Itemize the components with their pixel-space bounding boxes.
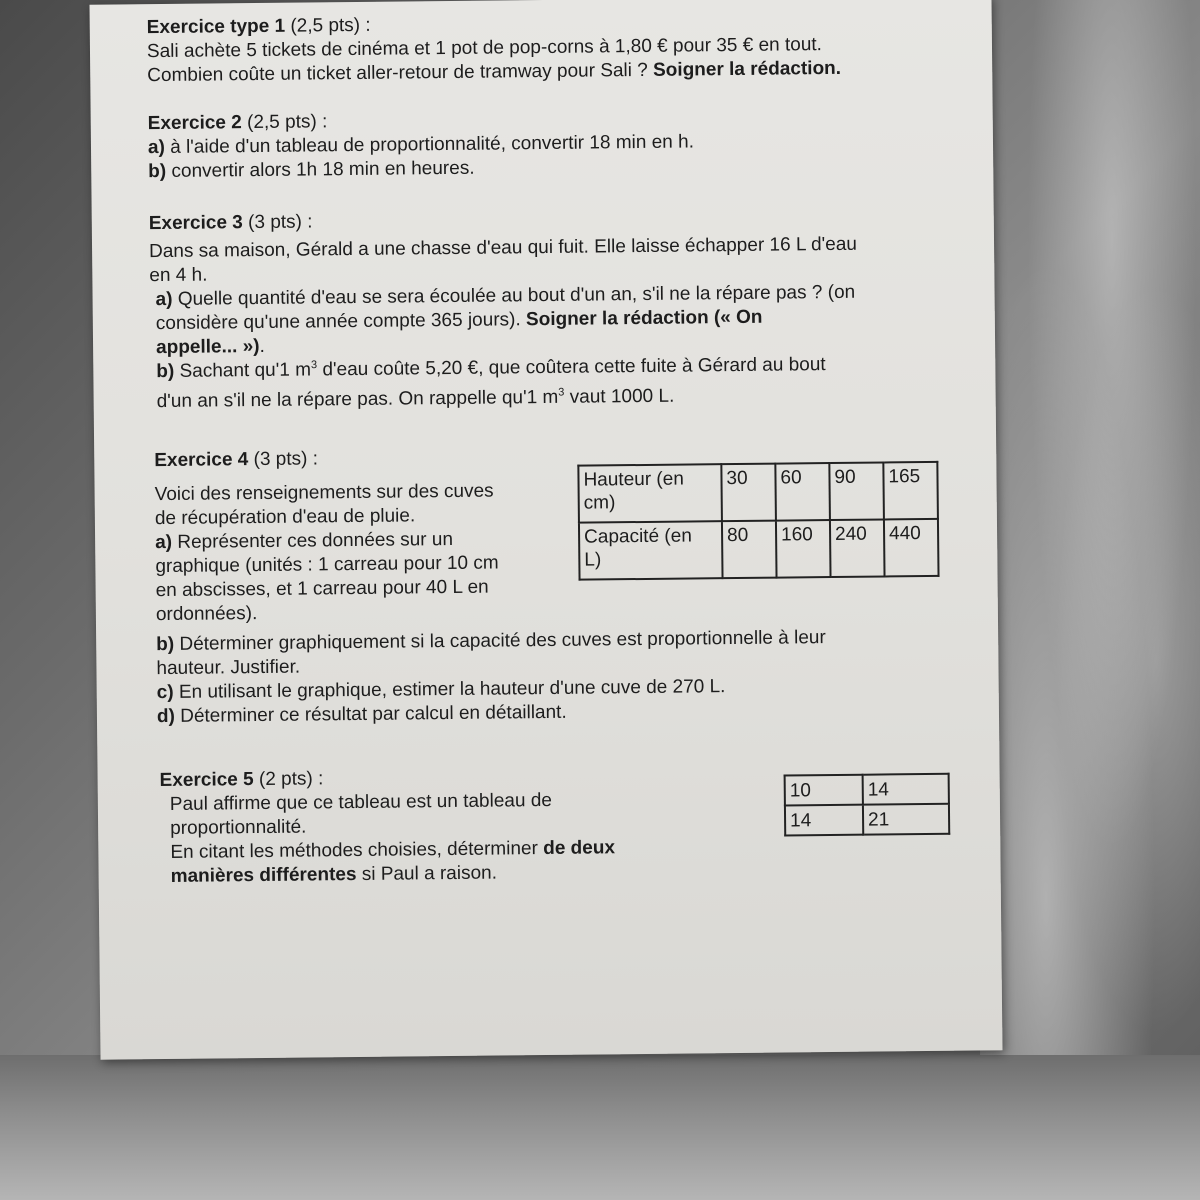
question-b-text-2: d'eau coûte 5,20 €, que coûtera cette fuite à Gérard au bout	[317, 354, 826, 381]
table-cell: 14	[785, 805, 863, 836]
exercise-1-instruction: Soigner la rédaction.	[652, 57, 842, 81]
exercise-3-intro-line-2: en 4 h.	[149, 264, 208, 287]
exercise-5-line-4-bold: manières différentes	[170, 864, 357, 887]
question-c-label: c)	[156, 681, 174, 704]
table-cell: 21	[863, 804, 949, 835]
question-b-text: Sachant qu'1 m	[174, 359, 312, 382]
row-label-line-1: Capacité (en	[583, 525, 692, 548]
table-cell: 60	[775, 463, 830, 521]
exercise-5-table	[784, 773, 951, 837]
exercise-4-intro-line-1: Voici des renseignements sur des cuves	[154, 480, 494, 506]
question-b-text: Déterminer graphiquement si la capacité des cuves est proportionnelle à leur	[174, 627, 826, 655]
exercise-5-line-3-text: En citant les méthodes choisies, déterminer	[170, 838, 544, 863]
table-row-label	[579, 521, 723, 579]
exercise-2	[148, 104, 949, 184]
row-label-line-1: Hauteur (en	[583, 468, 684, 491]
exercise-5-points: (2 pts) :	[253, 768, 324, 791]
exercise-4-points: (3 pts) :	[248, 448, 319, 471]
exponent: 3	[558, 386, 565, 399]
question-a-label: a)	[147, 136, 166, 159]
question-a-line-2: graphique (unités : 1 carreau pour 10 cm	[155, 552, 499, 578]
exercise-2-title: Exercice 2	[147, 112, 242, 135]
background-glare	[980, 0, 1200, 1200]
table-row-height	[578, 462, 938, 523]
exercise-4-table	[577, 461, 939, 581]
table-cell: 80	[722, 521, 777, 579]
background-surface	[0, 1055, 1200, 1200]
exercise-4-questions	[156, 625, 957, 729]
exercise-5-line-1: Paul affirme que ce tableau est un tableau de	[169, 789, 553, 815]
question-d-label: d)	[156, 705, 176, 728]
table-cell: 165	[883, 462, 938, 520]
question-b-label: b)	[156, 360, 175, 383]
exercise-1-title: Exercice type 1	[146, 15, 286, 39]
question-a-line-4: ordonnées).	[155, 603, 258, 626]
question-a-line-3: en abscisses, et 1 carreau pour 40 L en	[155, 576, 489, 602]
table-cell: 10	[785, 775, 863, 806]
exercise-2-points: (2,5 pts) :	[241, 111, 328, 134]
question-b-label: b)	[156, 633, 175, 656]
table-cell: 240	[830, 519, 885, 577]
question-a-end: .	[259, 335, 265, 357]
exercise-5-line-2: proportionnalité.	[170, 816, 307, 839]
question-a-text: Quelle quantité d'eau se sera écoulée au bout d'un an, s'il ne la répare pas ? (on	[172, 281, 856, 310]
exercise-3	[149, 204, 951, 414]
exercise-3-question-a	[149, 280, 950, 360]
table-row	[785, 804, 949, 836]
question-b-text-3: d'un an s'il ne la répare pas. On rappelle qu'1 m	[156, 386, 559, 413]
question-a-label: a)	[155, 288, 173, 311]
question-b-text: convertir alors 1h 18 min en heures.	[166, 157, 475, 182]
table-row-label	[578, 464, 722, 522]
exercise-4-intro-line-2: de récupération d'eau de pluie.	[154, 505, 416, 530]
question-a-label: a)	[155, 531, 173, 554]
question-c-text: En utilisant le graphique, estimer la hauteur d'une cuve de 270 L.	[173, 676, 726, 703]
question-b-line-2	[157, 382, 951, 414]
row-label-line-2: L)	[584, 549, 602, 571]
exercise-1	[147, 8, 948, 88]
exponent: 3	[310, 359, 318, 372]
table-row-capacity	[579, 519, 939, 580]
exercise-3-points: (3 pts) :	[242, 211, 313, 234]
exercise-3-intro-line-1: Dans sa maison, Gérald a une chasse d'eau qui fuit. Elle laisse échapper 16 L d'eau	[148, 233, 858, 263]
table-cell: 160	[776, 520, 831, 578]
exercise-1-question: Combien coûte un ticket aller-retour de tramway pour Sali ?	[147, 59, 654, 87]
question-d-text: Déterminer ce résultat par calcul en détaillant.	[174, 701, 567, 727]
question-b-label: b)	[148, 160, 167, 183]
exercise-3-question-b	[150, 352, 951, 414]
exercise-1-points: (2,5 pts) :	[285, 14, 371, 37]
exercise-3-title: Exercice 3	[148, 212, 243, 235]
question-a-text: à l'aide d'un tableau de proportionnalité, convertir 18 min en h.	[164, 131, 695, 158]
exercise-5-title: Exercice 5	[159, 769, 254, 792]
question-b-line-2: hauteur. Justifier.	[156, 656, 301, 680]
exercise-3-heading	[149, 204, 949, 236]
question-b-text-4: vaut 1000 L.	[564, 385, 675, 408]
table-cell: 90	[829, 462, 884, 520]
exercise-5-line-3-bold: de deux	[543, 837, 616, 860]
exercise-5-line-4-text: si Paul a raison.	[356, 862, 498, 886]
worksheet-page	[90, 0, 1003, 1060]
question-a-text: Représenter ces données sur un	[171, 528, 454, 553]
exercise-1-line-1: Sali achète 5 tickets de cinéma et 1 pot de pop-corns à 1,80 € pour 35 € en tout.	[146, 34, 823, 63]
question-a-instruction-2: appelle... »)	[155, 335, 260, 359]
exercise-4-title: Exercice 4	[154, 449, 249, 472]
row-label-line-2: cm)	[583, 492, 616, 514]
table-cell: 440	[884, 519, 939, 577]
table-row	[785, 774, 949, 806]
table-cell: 14	[863, 774, 949, 805]
question-a-text-2: considère qu'une année compte 365 jours).	[155, 309, 527, 335]
table-cell: 30	[721, 464, 776, 522]
question-a-instruction: Soigner la rédaction (« On	[525, 306, 763, 331]
